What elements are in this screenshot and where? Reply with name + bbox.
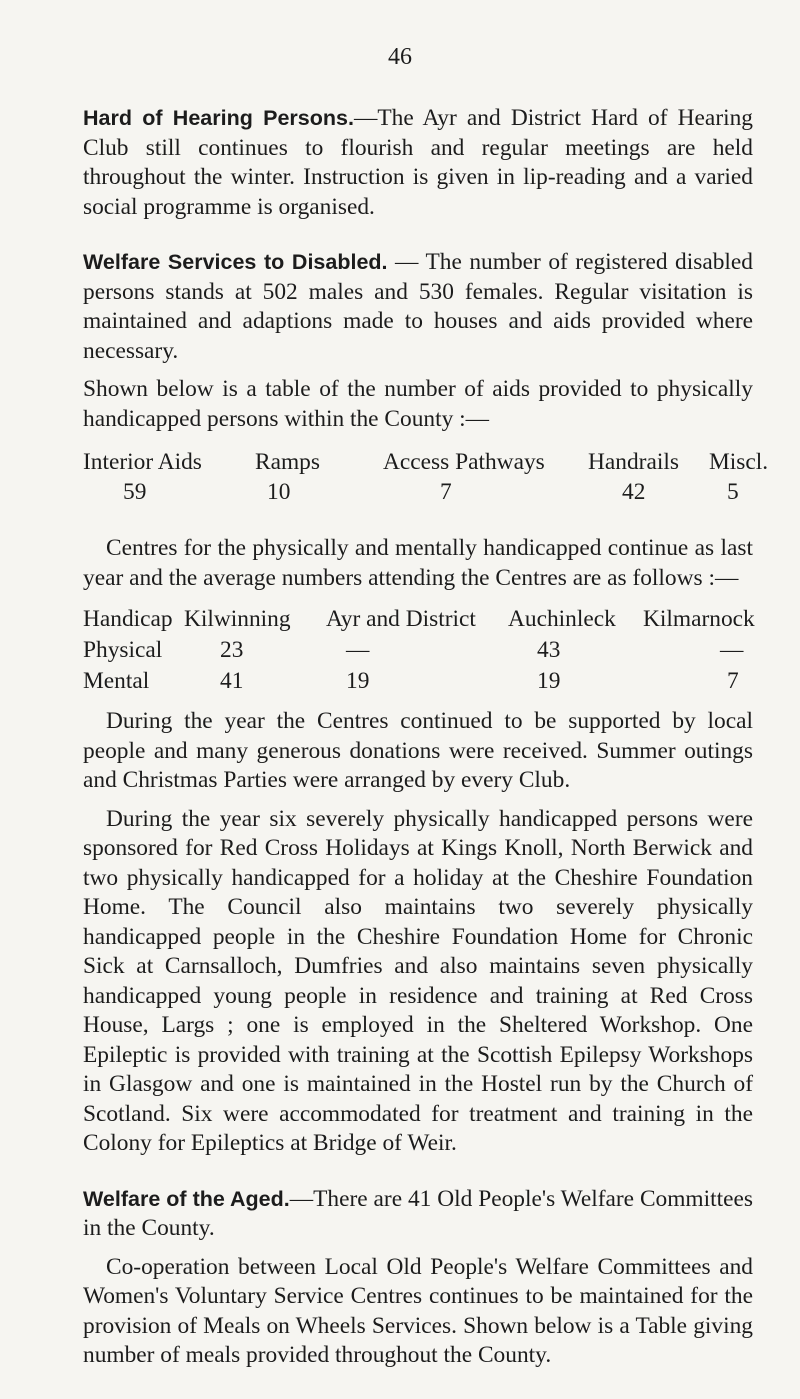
centres-header-ayr: Ayr and District [326,606,476,632]
centres-table-row [83,636,753,667]
welfare-disabled-text: — The number of registered disabled persons stands at 502 males and 530 females. Regular visitation is maintained and adaptions made to houses and aids provided where necessary. [83,249,753,364]
hard-of-hearing-heading: Hard of Hearing Persons. [83,106,354,130]
welfare-disabled-heading: Welfare Services to Disabled. [83,250,388,274]
centres-header-kilmarnock: Kilmarnock [643,606,755,632]
aids-header-ramps: Ramps [255,449,320,475]
centres-cell: 19 [537,668,561,694]
centres-cell: — [720,637,744,663]
hard-of-hearing-text: —The Ayr and District Hard of Hearing Club still continues to flourish and regular meetings are held throughout the winter. Instruction is given in lip-reading and a varied social programme is organised. [83,105,753,220]
aids-value-handrails: 42 [622,479,646,505]
centres-header-auchinleck: Auchinleck [508,606,616,632]
aids-table-intro: Shown below is a table of the number of aids provided to physically handicapped persons within the County :— [83,376,753,432]
aids-table-value-row [83,478,753,508]
aids-table-header-row [83,448,769,478]
centres-cell: 23 [220,637,244,663]
page-content [83,104,769,1371]
sponsored-paragraph: During the year six severely physically handicapped persons were sponsored for Red Cross Holidays at Kings Knoll, North Berwick and two physically handicapped for a holiday at the Cheshire Foundation Home. The Council also maintains two severely physically handicapped people in the Cheshire Foundation Home for Chronic Sick at Carnsalloch, Dumfries and also maintains seven physically handicapped young people in residence and training at Red Cross House, Largs ; one is employed in the Sheltered Workshop. One Epileptic is provided with training at the Scottish Epilepsy Workshops in Glasgow and one is maintained in the Hostel run by the Church of Scotland. Six were accommodated for treatment and training in the Colony for Epileptics at Bridge of Weir. [83,805,753,1156]
centres-header-kilwinning: Kilwinning [184,606,291,632]
centres-table-row [83,667,753,698]
cooperation-paragraph: Co-operation between Local Old People's Welfare Committees and Women's Voluntary Service Centres continues to be maintained for the provision of Meals on Wheels Services. Shown below is a Table giving number of meals provided throughout the County. [83,1253,753,1368]
aids-header-miscl: Miscl. [709,449,769,475]
centres-intro: Centres for the physically and mentally handicapped continue as last year and the average numbers attending the Centres are as follows :— [83,535,753,591]
aids-header-interior: Interior Aids [83,449,202,475]
centres-table-header-row [83,605,753,636]
centres-cell: 43 [537,637,561,663]
centres-cell: 7 [727,668,739,694]
aids-value-interior: 59 [123,479,147,505]
centres-cell: Mental [83,668,150,694]
centres-cell: 19 [346,668,370,694]
page-number: 46 [388,44,412,70]
centres-cell: Physical [83,637,163,663]
hard-of-hearing-paragraph [83,104,753,222]
aids-value-ramps: 10 [267,479,291,505]
centres-header-handicap: Handicap [83,606,173,632]
aids-value-access-pathways: 7 [440,479,452,505]
aids-value-miscl: 5 [727,479,739,505]
welfare-aged-text: —There are 41 Old People's Welfare Committees in the County. [83,1185,753,1241]
aids-header-handrails: Handrails [588,449,679,475]
centres-cell: — [346,637,370,663]
centres-cell: 41 [220,668,244,694]
welfare-aged-heading: Welfare of the Aged. [83,1186,290,1211]
aids-header-access-pathways: Access Pathways [383,449,545,475]
centres-table [83,605,753,698]
aids-table [83,448,769,508]
welfare-aged-paragraph [83,1185,753,1244]
welfare-disabled-paragraph [83,248,753,366]
support-paragraph: During the year the Centres continued to be supported by local people and many generous donations were received. Summer outings and Christmas Parties were arranged by every Club. [83,708,753,793]
